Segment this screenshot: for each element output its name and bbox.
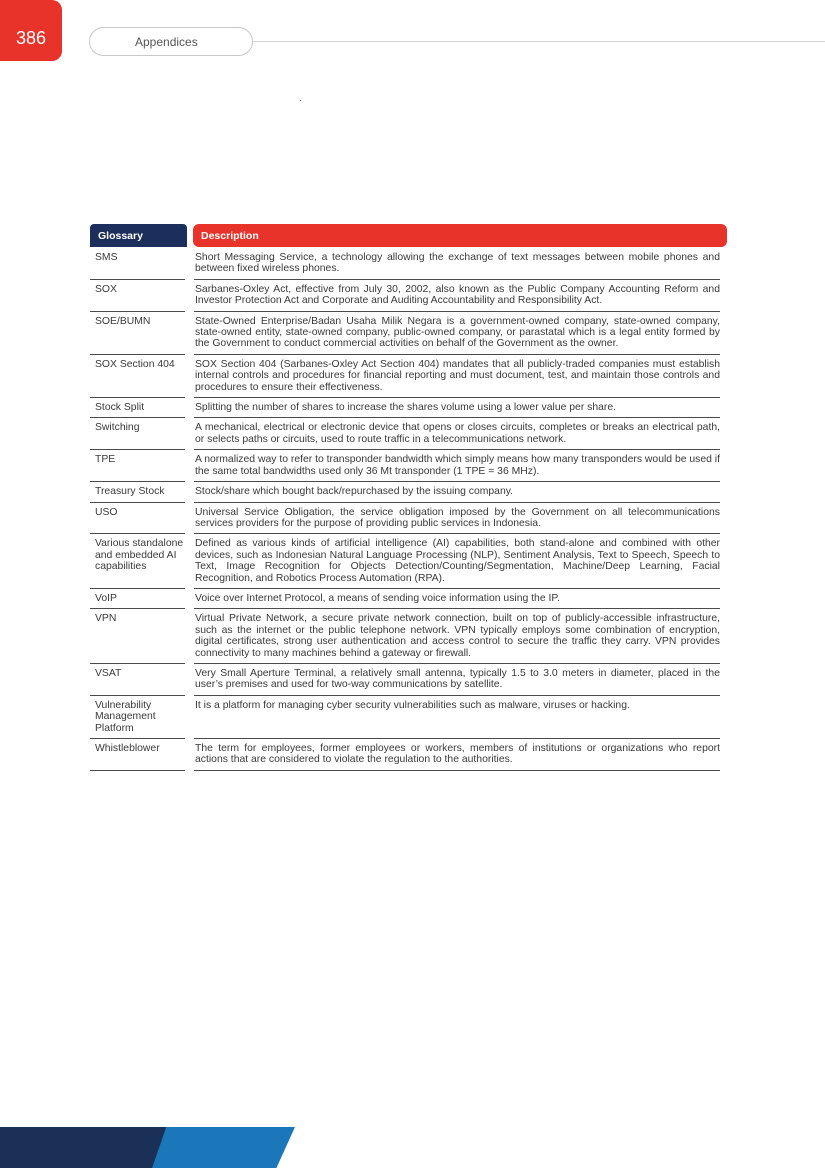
page-number: 386	[15, 28, 47, 48]
glossary-term: Switching	[90, 418, 185, 450]
glossary-description: SOX Section 404 (Sarbanes-Oxley Act Section 404) mandates that all publicly-traded companies must establish internal controls and procedures for financial reporting and must document, test, and maintain those controls and procedures to ensure their effectiveness.	[194, 355, 720, 398]
glossary-term: SOX Section 404	[90, 355, 185, 398]
glossary-term: USO	[90, 503, 185, 535]
glossary-description: Splitting the number of shares to increase the shares volume using a lower value per share.	[194, 398, 720, 418]
table-row	[90, 503, 727, 535]
table-row	[90, 355, 727, 398]
table-row	[90, 418, 727, 450]
table-row	[90, 534, 727, 589]
glossary-description: It is a platform for managing cyber security vulnerabilities such as malware, viruses or hacking.	[194, 696, 720, 739]
stray-dot	[300, 100, 301, 101]
glossary-term: SMS	[90, 248, 185, 280]
glossary-description: Voice over Internet Protocol, a means of sending voice information using the IP.	[194, 589, 720, 609]
header-divider	[253, 41, 825, 42]
table-row	[90, 248, 727, 280]
glossary-table	[90, 224, 727, 771]
table-row	[90, 312, 727, 355]
table-row	[90, 739, 727, 771]
table-row	[90, 450, 727, 482]
glossary-term: Stock Split	[90, 398, 185, 418]
glossary-description: A mechanical, electrical or electronic device that opens or closes circuits, completes or breaks an electrical path, or selects paths or circuits, used to route traffic in a telecommunications network.	[194, 418, 720, 450]
glossary-term: Various standalone and embedded AI capabilities	[90, 534, 185, 589]
section-label: Appendices	[89, 27, 253, 56]
glossary-term: SOX	[90, 280, 185, 312]
column-header-glossary: Glossary	[90, 224, 187, 247]
glossary-description: Virtual Private Network, a secure private network connection, built on top of publicly-accessible infrastructure, such as the internet or the public telephone network. VPN typically employs some combination of encryption, digital certificates, strong user authentication and access control to secure the traffic they carry. VPN provides connectivity to many machines behind a gateway or firewall.	[194, 609, 720, 664]
table-row	[90, 280, 727, 312]
glossary-term: Whistleblower	[90, 739, 185, 771]
glossary-term: VPN	[90, 609, 185, 664]
column-header-description: Description	[193, 224, 727, 247]
table-row	[90, 609, 727, 664]
glossary-table-header	[90, 224, 727, 248]
glossary-description: Short Messaging Service, a technology allowing the exchange of text messages between mobile phones and between fixed wireless phones.	[194, 248, 720, 280]
table-row	[90, 482, 727, 502]
glossary-description: A normalized way to refer to transponder bandwidth which simply means how many transponders would be used if the same total bandwidths used only 36 Mt transponder (1 TPE = 36 MHz).	[194, 450, 720, 482]
table-row	[90, 398, 727, 418]
table-row	[90, 696, 727, 739]
glossary-term: VSAT	[90, 664, 185, 696]
glossary-term: TPE	[90, 450, 185, 482]
glossary-term: VoIP	[90, 589, 185, 609]
footer-navy-stripe	[0, 1127, 168, 1168]
table-row	[90, 589, 727, 609]
glossary-term: Treasury Stock	[90, 482, 185, 502]
glossary-description: Universal Service Obligation, the service obligation imposed by the Government on all telecommunications services providers for the purpose of providing public services in Indonesia.	[194, 503, 720, 535]
glossary-description: State-Owned Enterprise/Badan Usaha Milik Negara is a government-owned company, state-owned company, state-owned entity, state-owned company, public-owned company, or parastatal which is a legal entity formed by the Government to conduct commercial activities on behalf of the Government as the owner.	[194, 312, 720, 355]
glossary-description: Stock/share which bought back/repurchased by the issuing company.	[194, 482, 720, 502]
glossary-description: The term for employees, former employees or workers, members of institutions or organizations who report actions that are considered to violate the regulation to the authorities.	[194, 739, 720, 771]
table-row	[90, 664, 727, 696]
glossary-description: Very Small Aperture Terminal, a relatively small antenna, typically 1.5 to 3.0 meters in diameter, placed in the user’s premises and used for two-way communications by satellite.	[194, 664, 720, 696]
glossary-description: Defined as various kinds of artificial intelligence (AI) capabilities, both stand-alone and combined with other devices, such as Indonesian Natural Language Processing (NLP), Sentiment Analysis, Text to Speech, Speech to Text, Image Recognition for Objects Detection/Counting/Segmentation, Machine/Deep Learning, Facial Recognition, and Robotics Process Automation (RPA).	[194, 534, 720, 589]
footer-blue-stripe	[152, 1127, 295, 1168]
glossary-term: Vulnerability Management Platform	[90, 696, 185, 739]
glossary-term: SOE/BUMN	[90, 312, 185, 355]
glossary-description: Sarbanes-Oxley Act, effective from July 30, 2002, also known as the Public Company Accounting Reform and Investor Protection Act and Corporate and Auditing Accountability and Responsibility Act.	[194, 280, 720, 312]
glossary-rows	[90, 248, 727, 771]
